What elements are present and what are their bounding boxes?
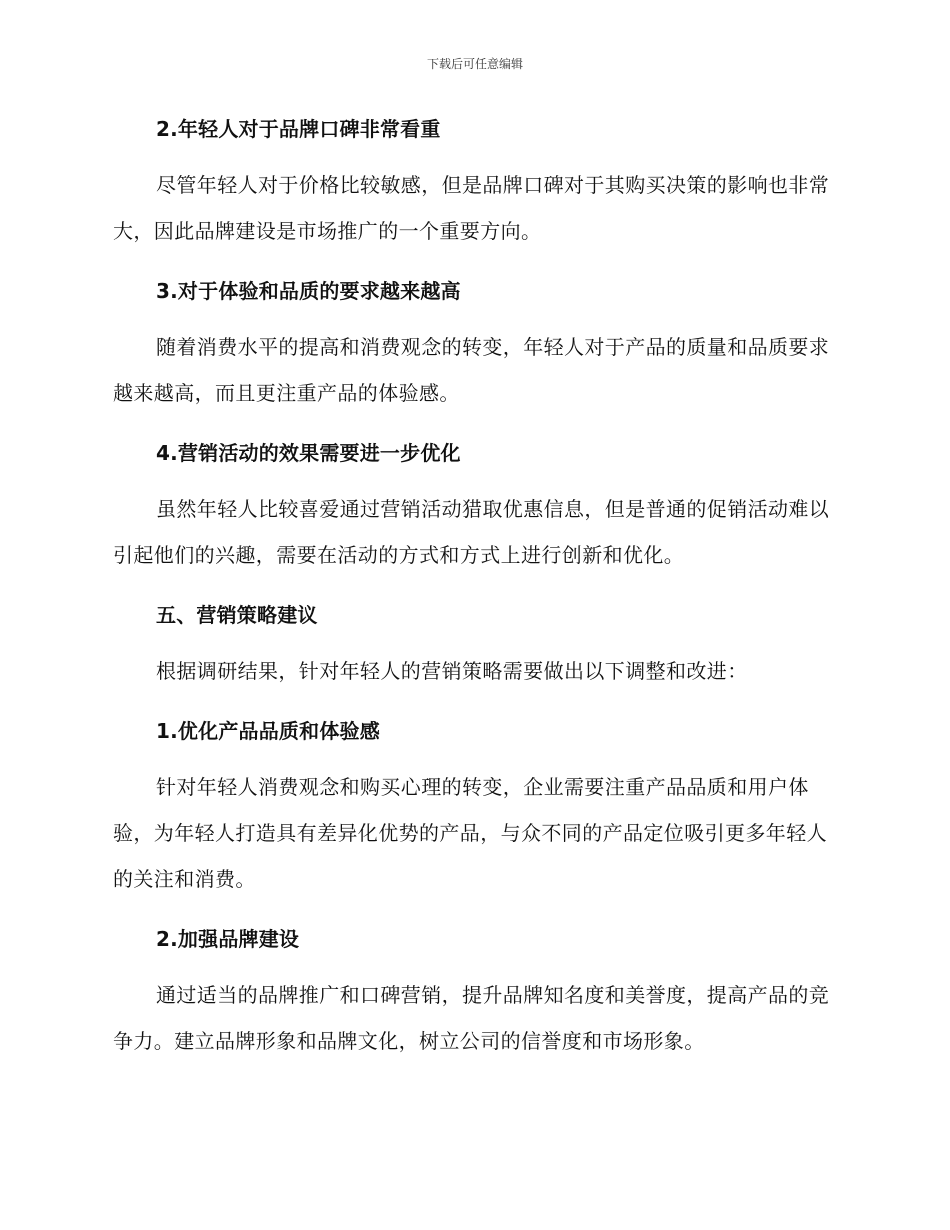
section-paragraph: 根据调研结果，针对年轻人的营销策略需要做出以下调整和改进： [156,659,748,683]
section-heading: 4.营销活动的效果需要进一步优化 [156,441,461,465]
page-header-note: 下载后可任意编辑 [426,57,523,71]
section-paragraph: 针对年轻人消费观念和购买心理的转变，企业需要注重产品品质和用户体验，为年轻人打造具有差异化优势的产品，与众不同的产品定位吸引更多年轻人的关注和消费。 [113,775,827,891]
section-heading: 1.优化产品品质和体验感 [156,719,380,743]
section-paragraph: 通过适当的品牌推广和口碑营销，提升品牌知名度和美誉度，提高产品的竞争力。建立品牌形象和品牌文化，树立公司的信誉度和市场形象。 [113,983,830,1053]
section-heading: 五、营销策略建议 [156,603,318,627]
section-paragraph: 尽管年轻人对于价格比较敏感，但是品牌口碑对于其购买决策的影响也非常大，因此品牌建设是市场推广的一个重要方向。 [113,173,830,243]
section-heading: 2.年轻人对于品牌口碑非常看重 [156,117,441,141]
section-paragraph: 随着消费水平的提高和消费观念的转变，年轻人对于产品的质量和品质要求越来越高，而且更注重产品的体验感。 [113,335,830,405]
section-heading: 2.加强品牌建设 [156,927,300,951]
section-heading: 3.对于体验和品质的要求越来越高 [156,279,461,303]
document-body [113,112,833,1064]
section-paragraph: 虽然年轻人比较喜爱通过营销活动猎取优惠信息，但是普通的促销活动难以引起他们的兴趣，需要在活动的方式和方式上进行创新和优化。 [113,497,830,567]
